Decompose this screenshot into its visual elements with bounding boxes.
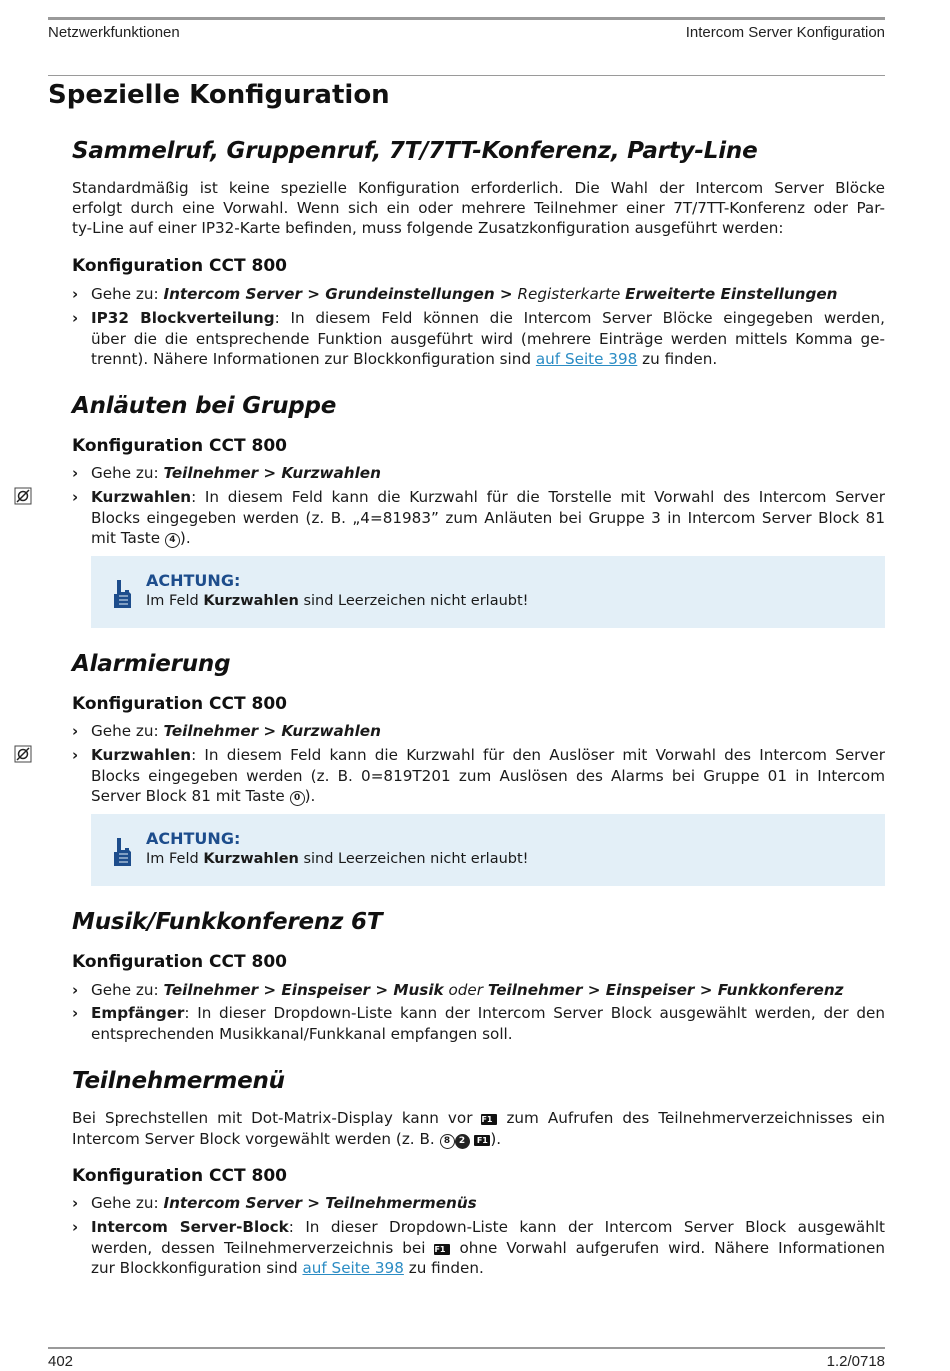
- subheading-config: Konfiguration CCT 800: [72, 256, 287, 276]
- page-reference-link[interactable]: auf Seite 398: [302, 1259, 404, 1277]
- paragraph-text: Intercom Server Block vorgewählt werden (z. B.: [72, 1129, 440, 1148]
- menu-path: Intercom Server > Teilnehmermenüs: [163, 1194, 477, 1212]
- goto-label: Gehe zu:: [91, 1194, 164, 1212]
- key-4-icon: 4: [165, 533, 180, 548]
- item-text: Blocks eingegeben werden (z. B. „4=81983” zum Anläuten bei Gruppe 3 in Intercom Server Block 81: [91, 508, 885, 527]
- paragraph-line: erfolgt durch eine Vorwahl. Wenn sich ein oder mehrere Teilnehmer einer 7T/7TT-Konferenz oder Par-: [72, 199, 885, 217]
- item-text: : In diesem Feld kann die Kurzwahl für die Torstelle mit Vorwahl des Intercom Server: [191, 488, 885, 506]
- item-text: mit Taste: [91, 529, 165, 547]
- chevron-right-icon: ›: [72, 746, 79, 764]
- list-item: [72, 1193, 885, 1214]
- chevron-right-icon: ›: [72, 722, 79, 740]
- goto-label: Gehe zu:: [91, 981, 164, 999]
- warning-term: Kurzwahlen: [203, 593, 299, 609]
- list-item: [72, 487, 885, 549]
- warning-text: [146, 851, 529, 867]
- list-item: [72, 980, 885, 1001]
- footer-version: 1.2/0718: [826, 1353, 885, 1370]
- item-text: : In diesem Feld können die Intercom Server Blöcke eingegeben werden,: [274, 309, 885, 327]
- key-0-icon: 0: [290, 791, 305, 806]
- header-top-rule: [48, 17, 885, 20]
- f1-key-icon: F1: [481, 1114, 497, 1125]
- paragraph-line: ty-Line auf einer IP32-Karte befinden, muss folgende Zusatzkonfiguration ausgeführt werden:: [72, 219, 784, 237]
- chevron-right-icon: ›: [72, 464, 79, 482]
- key-2-icon: 2: [455, 1134, 470, 1149]
- item-text: Blocks eingegeben werden (z. B. 0=819T201 zum Auslösen des Alarms bei Gruppe 01 in Intercom: [91, 766, 885, 785]
- subheading-config: Konfiguration CCT 800: [72, 1166, 287, 1186]
- no-spaces-icon: [14, 745, 32, 763]
- paragraph-text: ).: [490, 1129, 502, 1148]
- item-text: trennt). Nähere Informationen zur Blockkonfiguration sind: [91, 350, 536, 368]
- field-term: Intercom Server-Block: [91, 1218, 289, 1236]
- menu-path: Teilnehmer > Einspeiser > Musik: [163, 981, 444, 999]
- item-text: entsprechenden Musikkanal/Funkkanal empfangen soll.: [91, 1024, 513, 1043]
- list-item: [72, 1003, 885, 1044]
- goto-label: Gehe zu:: [91, 722, 164, 740]
- item-text: : In dieser Dropdown-Liste kann der Intercom Server Block ausgewählt: [288, 1218, 885, 1236]
- menu-path: Teilnehmer > Kurzwahlen: [163, 464, 381, 482]
- item-text: zur Blockkonfiguration sind: [91, 1259, 303, 1277]
- subheading-config: Konfiguration CCT 800: [72, 694, 287, 714]
- menu-path: Teilnehmer > Kurzwahlen: [163, 722, 381, 740]
- header-left: Netzwerkfunktionen: [48, 24, 180, 41]
- item-text: über die die entsprechende Funktion ausgeführt wird (mehrere Einträge werden mittels Komma ge-: [91, 329, 885, 348]
- menu-path: Intercom Server > Grundeinstellungen >: [163, 285, 513, 303]
- page-reference-link[interactable]: auf Seite 398: [535, 350, 638, 368]
- section-heading-teilnehmermenue: Teilnehmermenü: [72, 1068, 285, 1094]
- item-text: ohne Vorwahl aufgerufen wird. Nähere Informationen: [450, 1238, 885, 1257]
- pointing-hand-icon: [111, 836, 133, 868]
- chevron-right-icon: ›: [72, 1004, 79, 1022]
- field-term: Kurzwahlen: [91, 488, 192, 506]
- subheading-config: Konfiguration CCT 800: [72, 436, 287, 456]
- field-term: Kurzwahlen: [91, 746, 192, 764]
- warning-pre: Im Feld: [146, 851, 204, 867]
- chevron-right-icon: ›: [72, 1218, 79, 1236]
- warning-text: [146, 593, 529, 609]
- chevron-right-icon: ›: [72, 1194, 79, 1212]
- chevron-right-icon: ›: [72, 981, 79, 999]
- field-term: Empfänger: [91, 1004, 185, 1022]
- paragraph-line: Standardmäßig ist keine spezielle Konfiguration erforderlich. Die Wahl der Intercom Server Blöcke: [72, 179, 885, 197]
- menu-path: Teilnehmer > Einspeiser > Funkkonferenz: [487, 981, 844, 999]
- warning-title: ACHTUNG:: [146, 829, 241, 848]
- chevron-right-icon: ›: [72, 285, 79, 303]
- path-mid: oder: [443, 981, 488, 999]
- warning-box: [91, 814, 885, 886]
- header-right: Intercom Server Konfiguration: [685, 24, 885, 41]
- warning-post: sind Leerzeichen nicht erlaubt!: [298, 593, 529, 609]
- warning-box: [91, 556, 885, 628]
- chevron-right-icon: ›: [72, 309, 79, 327]
- footer-page-number: 402: [48, 1353, 74, 1370]
- list-item: [72, 721, 885, 742]
- item-text: : In diesem Feld kann die Kurzwahl für den Auslöser mit Vorwahl des Intercom Server: [191, 746, 885, 764]
- item-text: zu finden.: [637, 350, 718, 368]
- footer-rule: [48, 1347, 885, 1349]
- section-heading-alarmierung: Alarmierung: [72, 651, 231, 677]
- chevron-right-icon: ›: [72, 488, 79, 506]
- list-item: [72, 308, 885, 370]
- list-item: [72, 463, 885, 484]
- list-item: [72, 1217, 885, 1279]
- section-heading-sammelruf: Sammelruf, Gruppenruf, 7T/7TT-Konferenz, Party-Line: [72, 138, 758, 164]
- section-heading-musik: Musik/Funkkonferenz 6T: [72, 909, 383, 935]
- item-text: werden, dessen Teilnehmerverzeichnis bei: [91, 1238, 435, 1257]
- paragraph: [72, 1108, 885, 1149]
- item-text: ).: [304, 787, 316, 805]
- key-8-icon: 8: [440, 1134, 455, 1149]
- no-spaces-icon: [14, 487, 32, 505]
- list-item: [72, 745, 885, 807]
- header-bottom-rule: [48, 75, 885, 76]
- warning-title: ACHTUNG:: [146, 571, 241, 590]
- paragraph-text: zum Aufrufen des Teilnehmerverzeichnisses ein: [497, 1109, 885, 1127]
- tab-name: Erweiterte Einstellungen: [625, 285, 838, 303]
- item-text: Server Block 81 mit Taste: [91, 787, 290, 805]
- section-heading-anlaeuten: Anläuten bei Gruppe: [72, 393, 337, 419]
- path-mid: Registerkarte: [512, 285, 626, 303]
- paragraph-text: Bei Sprechstellen mit Dot-Matrix-Display kann vor: [72, 1109, 482, 1127]
- goto-label: Gehe zu:: [91, 464, 164, 482]
- warning-post: sind Leerzeichen nicht erlaubt!: [298, 851, 529, 867]
- pointing-hand-icon: [111, 578, 133, 610]
- f1-key-icon: F1: [474, 1135, 490, 1146]
- item-text: : In dieser Dropdown-Liste kann der Intercom Server Block ausgewählt werden, der den: [184, 1004, 885, 1022]
- f1-key-icon: F1: [434, 1244, 450, 1255]
- page-title: Spezielle Konfiguration: [48, 80, 390, 110]
- subheading-config: Konfiguration CCT 800: [72, 952, 287, 972]
- item-text: zu finden.: [403, 1259, 484, 1277]
- warning-term: Kurzwahlen: [203, 851, 299, 867]
- field-term: IP32 Blockverteilung: [91, 309, 275, 327]
- warning-pre: Im Feld: [146, 593, 204, 609]
- list-item: [72, 284, 885, 305]
- item-text: ).: [179, 529, 191, 547]
- goto-label: Gehe zu:: [91, 285, 164, 303]
